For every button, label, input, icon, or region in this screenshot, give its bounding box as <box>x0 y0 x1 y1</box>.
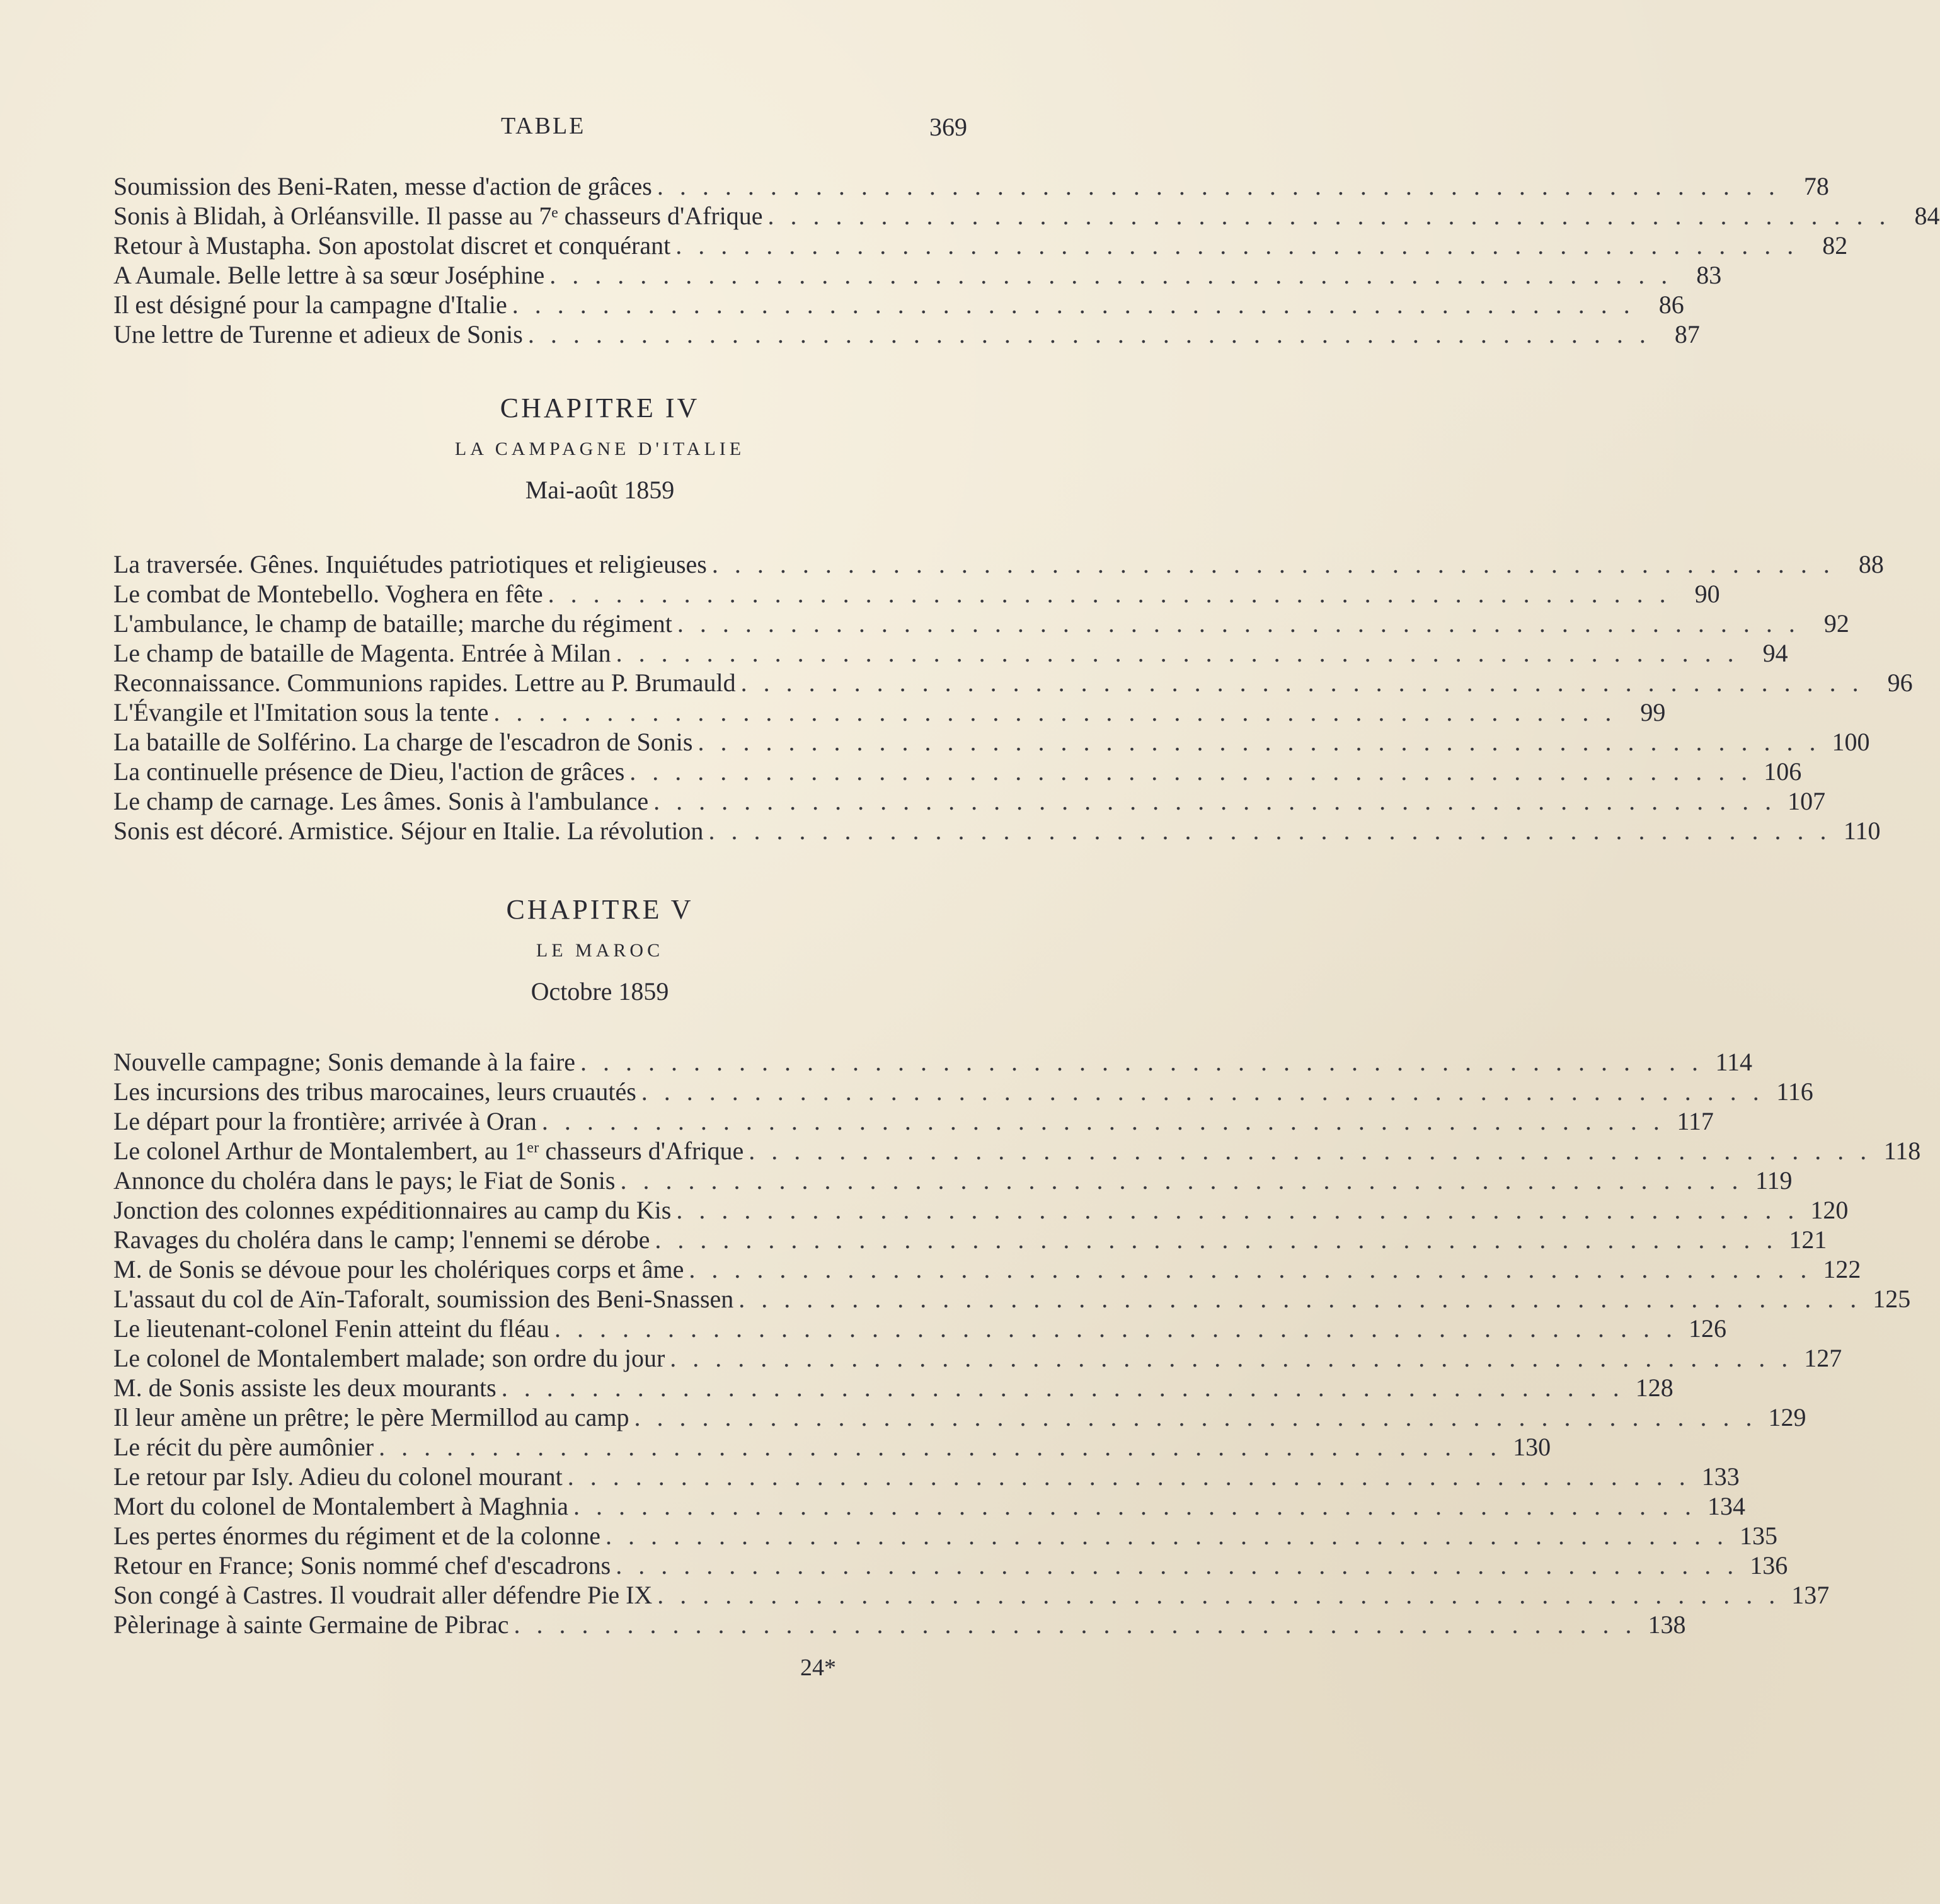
toc-entry <box>113 319 1700 349</box>
toc-entry-page: 119 <box>1755 1166 1793 1195</box>
dot-leader <box>629 757 1752 786</box>
toc-entry-text: Le colonel Arthur de Montalembert, au 1ᵉʳ chasseurs d'Afrique <box>113 1137 744 1165</box>
toc-entry <box>113 290 1684 319</box>
dot-leader <box>568 1462 1690 1491</box>
toc-entry <box>113 727 1870 757</box>
signature-mark: 24* <box>800 1655 836 1681</box>
toc-entry-page: 130 <box>1513 1433 1551 1461</box>
toc-entry <box>113 1373 1673 1402</box>
dot-leader <box>655 1225 1777 1254</box>
chapter-dates: Octobre 1859 <box>531 977 669 1006</box>
toc-entry-page: 127 <box>1804 1344 1842 1372</box>
toc-entry <box>113 1077 1813 1106</box>
toc-list-continued <box>113 171 1940 349</box>
toc-entry-text: Le retour par Isly. Adieu du colonel mourant <box>113 1462 563 1491</box>
toc-entry-page: 100 <box>1832 728 1870 756</box>
toc-entry-page: 107 <box>1788 787 1826 815</box>
toc-entry-text: La continuelle présence de Dieu, l'action de grâces <box>113 757 625 786</box>
toc-entry-page: 82 <box>1822 231 1848 260</box>
toc-entry-page: 86 <box>1658 290 1684 319</box>
toc-entry-page: 120 <box>1810 1196 1849 1224</box>
toc-entry <box>113 1166 1793 1195</box>
toc-entry <box>113 1402 1806 1432</box>
toc-entry-text: Les pertes énormes du régiment et de la colonne <box>113 1522 601 1550</box>
running-title: TABLE <box>501 113 586 139</box>
toc-entry-page: 94 <box>1762 639 1788 667</box>
toc-entry <box>113 609 1849 638</box>
toc-entry-page: 118 <box>1883 1137 1921 1165</box>
dot-leader <box>653 786 1776 816</box>
toc-entry-text: Le combat de Montebello. Voghera en fête <box>113 580 543 608</box>
toc-entry-page: 138 <box>1648 1610 1686 1639</box>
dot-leader <box>738 1284 1861 1314</box>
dot-leader <box>606 1521 1728 1551</box>
toc-entry <box>113 1521 1778 1551</box>
dot-leader <box>676 1195 1799 1225</box>
toc-entry <box>113 1432 1551 1462</box>
dot-leader <box>514 1610 1637 1639</box>
toc-list-chapter-4 <box>113 549 1913 846</box>
toc-entry-text: M. de Sonis se dévoue pour les cholériques corps et âme <box>113 1255 684 1283</box>
toc-entry-page: 116 <box>1776 1077 1813 1106</box>
dot-leader <box>620 1166 1743 1195</box>
toc-entry <box>113 1284 1911 1314</box>
toc-entry <box>113 638 1788 668</box>
dot-leader <box>542 1106 1665 1136</box>
toc-entry-page: 122 <box>1823 1255 1861 1283</box>
toc-entry <box>113 1610 1686 1639</box>
toc-entry-text: Pèlerinage à sainte Germaine de Pibrac <box>113 1610 509 1639</box>
dot-leader <box>548 579 1671 609</box>
toc-entry <box>113 1491 1746 1521</box>
running-head <box>0 112 1200 144</box>
toc-entry-text: La traversée. Gênes. Inquiétudes patriotiques et religieuses <box>113 550 707 578</box>
toc-entry-text: Il est désigné pour la campagne d'Italie <box>113 290 507 319</box>
toc-entry-page: 106 <box>1764 757 1802 786</box>
toc-entry-page: 135 <box>1740 1522 1778 1550</box>
toc-entry-text: Le colonel de Montalembert malade; son ordre du jour <box>113 1344 665 1372</box>
dot-leader <box>657 1580 1780 1610</box>
dot-leader <box>749 1136 1871 1166</box>
toc-entry-page: 133 <box>1701 1462 1740 1491</box>
toc-entry-text: Il leur amène un prêtre; le père Mermillod au camp <box>113 1403 629 1431</box>
toc-entry <box>113 816 1881 846</box>
toc-entry <box>113 1343 1842 1373</box>
toc-entry-page: 128 <box>1635 1374 1673 1402</box>
toc-entry <box>113 1580 1830 1610</box>
dot-leader <box>528 319 1651 349</box>
dot-leader <box>549 260 1672 290</box>
dot-leader <box>708 816 1831 846</box>
toc-entry <box>113 579 1720 609</box>
toc-entry-page: 129 <box>1768 1403 1806 1431</box>
toc-entry-text: Le lieutenant-colonel Fenin atteint du fléau <box>113 1314 549 1343</box>
dot-leader <box>675 231 1798 260</box>
dot-leader <box>512 290 1635 319</box>
dot-leader <box>616 638 1739 668</box>
toc-entry-page: 117 <box>1677 1107 1714 1135</box>
toc-list-chapter-5 <box>113 1047 1921 1639</box>
toc-entry-page: 88 <box>1858 550 1884 578</box>
dot-leader <box>641 1077 1764 1106</box>
toc-entry <box>113 1551 1788 1580</box>
toc-entry-page: 136 <box>1750 1551 1788 1580</box>
toc-entry-page: 134 <box>1708 1492 1746 1520</box>
dot-leader <box>689 1254 1811 1284</box>
toc-entry <box>113 1136 1921 1166</box>
dot-leader <box>768 201 1891 231</box>
toc-entry-text: Jonction des colonnes expéditionnaires au camp du Kis <box>113 1196 672 1224</box>
toc-entry-text: Le départ pour la frontière; arrivée à Oran <box>113 1107 537 1135</box>
toc-entry <box>113 1254 1861 1284</box>
chapter-subtitle: LA CAMPAGNE D'ITALIE <box>454 439 745 459</box>
toc-entry-text: M. de Sonis assiste les deux mourants <box>113 1374 496 1402</box>
toc-entry <box>113 260 1722 290</box>
toc-entry-text: Son congé à Castres. Il voudrait aller défendre Pie IX <box>113 1581 653 1609</box>
dot-leader <box>670 1343 1793 1373</box>
toc-entry-page: 87 <box>1674 320 1700 348</box>
toc-entry <box>113 201 1940 231</box>
toc-entry <box>113 1225 1827 1254</box>
dot-leader <box>616 1551 1738 1580</box>
dot-leader <box>580 1047 1703 1077</box>
toc-entry <box>113 1195 1849 1225</box>
toc-entry-text: Annonce du choléra dans le pays; le Fiat de Sonis <box>113 1166 616 1195</box>
chapter-heading <box>0 392 1200 510</box>
toc-entry <box>113 549 1884 579</box>
toc-entry-page: 92 <box>1823 609 1849 638</box>
toc-entry-page: 84 <box>1914 202 1940 230</box>
chapter-subtitle: LE MAROC <box>536 940 664 961</box>
dot-leader <box>573 1491 1696 1521</box>
toc-entry <box>113 1047 1753 1077</box>
toc-entry <box>113 1462 1740 1491</box>
toc-entry <box>113 668 1913 697</box>
dot-leader <box>677 609 1800 638</box>
toc-entry <box>113 757 1802 786</box>
toc-entry-text: Mort du colonel de Montalembert à Maghnia <box>113 1492 569 1520</box>
toc-entry-text: Une lettre de Turenne et adieux de Sonis <box>113 320 523 348</box>
toc-entry-page: 137 <box>1791 1581 1830 1609</box>
toc-entry-page: 99 <box>1640 698 1666 726</box>
dot-leader <box>554 1314 1677 1343</box>
toc-entry <box>113 697 1666 727</box>
toc-entry-text: La bataille de Solférino. La charge de l'escadron de Sonis <box>113 728 693 756</box>
toc-entry-text: Le champ de bataille de Magenta. Entrée à Milan <box>113 639 611 667</box>
toc-entry-page: 125 <box>1873 1285 1911 1313</box>
toc-entry-text: Le récit du père aumônier <box>113 1433 374 1461</box>
toc-entry-text: Soumission des Beni-Raten, messe d'action de grâces <box>113 172 652 200</box>
chapter-dates: Mai-août 1859 <box>525 476 675 504</box>
toc-entry-page: 121 <box>1789 1225 1827 1254</box>
toc-entry-text: Ravages du choléra dans le camp; l'ennemi se dérobe <box>113 1225 650 1254</box>
toc-entry <box>113 786 1826 816</box>
toc-entry-page: 96 <box>1887 668 1913 697</box>
chapter-heading <box>0 893 1200 1012</box>
dot-leader <box>634 1402 1757 1432</box>
toc-entry-page: 126 <box>1688 1314 1726 1343</box>
toc-entry-text: Reconnaissance. Communions rapides. Lettre au P. Brumauld <box>113 668 736 697</box>
toc-entry <box>113 1314 1726 1343</box>
toc-entry-text: Sonis à Blidah, à Orléansville. Il passe au 7ᵉ chasseurs d'Afrique <box>113 202 763 230</box>
dot-leader <box>493 697 1616 727</box>
toc-entry <box>113 231 1848 260</box>
dot-leader <box>379 1432 1501 1462</box>
toc-entry-page: 78 <box>1803 172 1829 200</box>
toc-entry-text: L'Évangile et l'Imitation sous la tente <box>113 698 489 726</box>
toc-entry-text: Les incursions des tribus marocaines, leurs cruautés <box>113 1077 636 1106</box>
toc-entry-text: A Aumale. Belle lettre à sa sœur Joséphine <box>113 261 545 289</box>
toc-entry-text: L'assaut du col de Aïn-Taforalt, soumission des Beni-Snassen <box>113 1285 734 1313</box>
toc-entry <box>113 1106 1714 1136</box>
toc-entry-text: Retour à Mustapha. Son apostolat discret et conquérant <box>113 231 671 260</box>
dot-leader <box>712 549 1835 579</box>
dot-leader <box>741 668 1864 697</box>
chapter-title: CHAPITRE IV <box>500 393 700 423</box>
toc-entry-text: Sonis est décoré. Armistice. Séjour en Italie. La révolution <box>113 817 704 845</box>
toc-entry-page: 114 <box>1715 1048 1753 1076</box>
chapter-title: CHAPITRE V <box>506 894 694 925</box>
toc-entry-text: L'ambulance, le champ de bataille; marche du régiment <box>113 609 672 638</box>
toc-entry-text: Le champ de carnage. Les âmes. Sonis à l'ambulance <box>113 787 649 815</box>
toc-entry-text: Nouvelle campagne; Sonis demande à la faire <box>113 1048 576 1076</box>
dot-leader <box>657 171 1780 201</box>
dot-leader <box>697 727 1820 757</box>
toc-entry-page: 110 <box>1843 817 1881 845</box>
toc-entry-page: 90 <box>1694 580 1720 608</box>
dot-leader <box>502 1373 1624 1402</box>
toc-entry-page: 83 <box>1696 261 1722 289</box>
page-number: 369 <box>929 113 967 141</box>
toc-entry <box>113 171 1829 201</box>
toc-entry-text: Retour en France; Sonis nommé chef d'escadrons <box>113 1551 611 1580</box>
